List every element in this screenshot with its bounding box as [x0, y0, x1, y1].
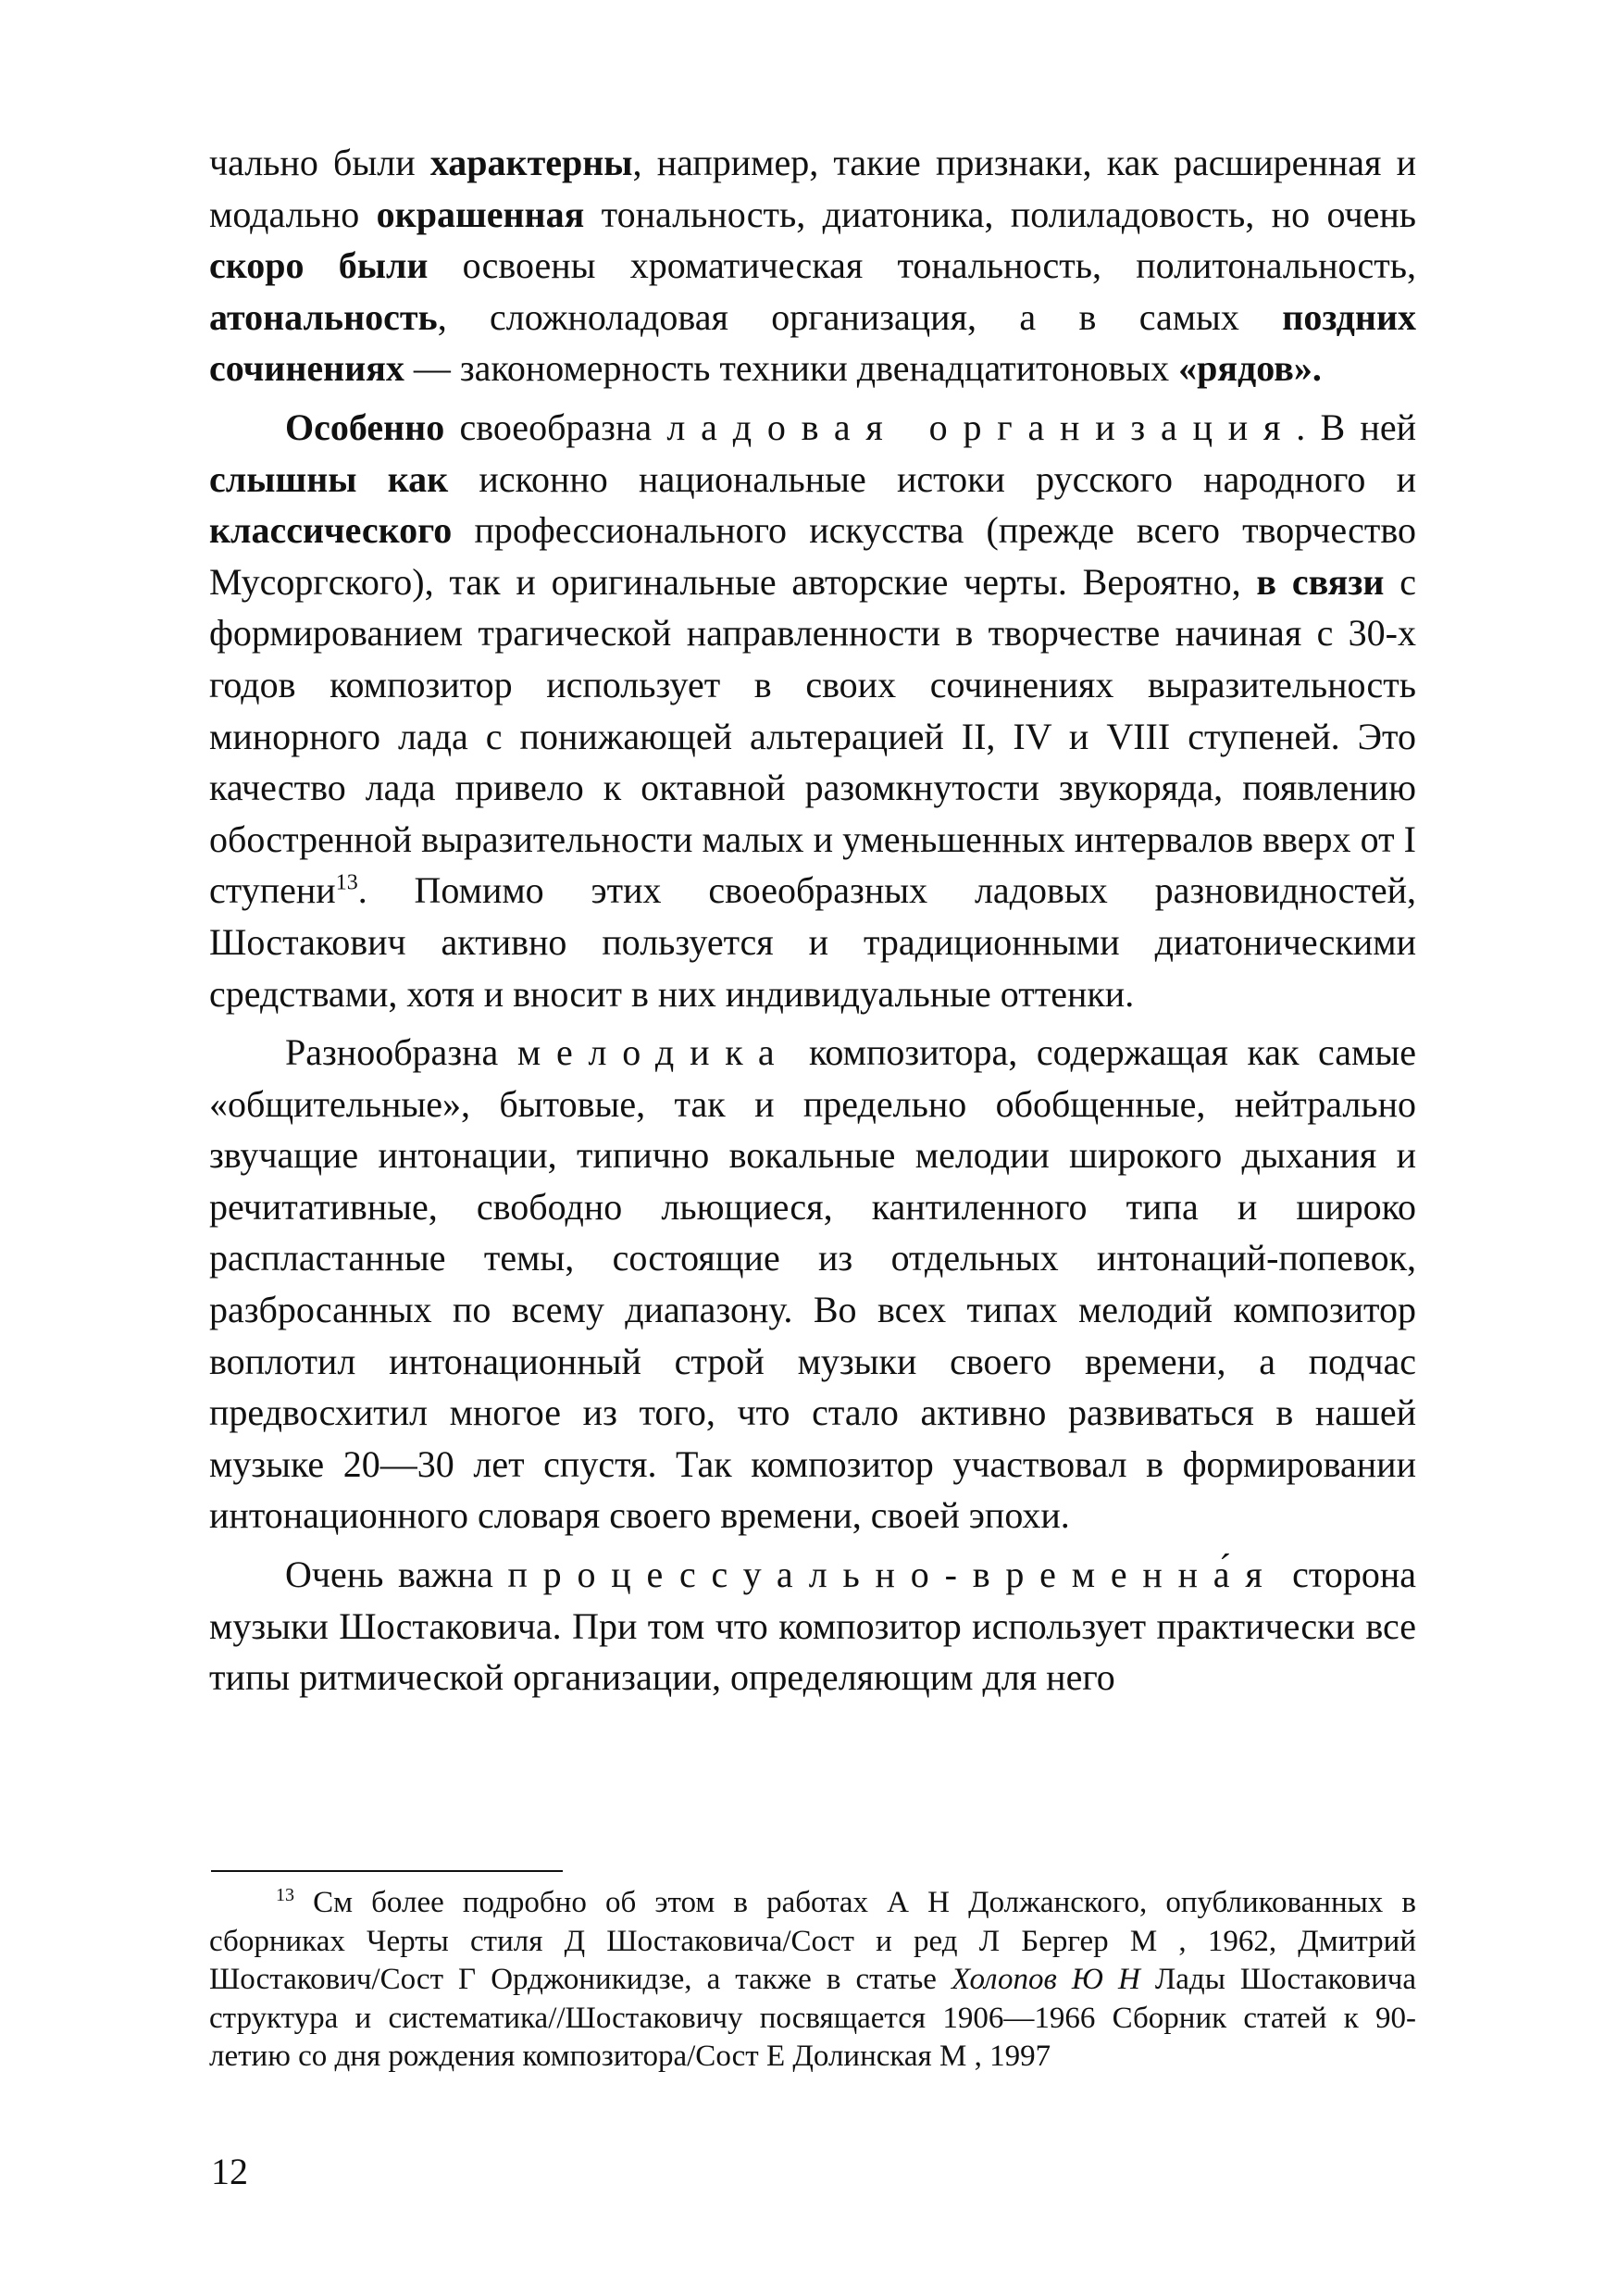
- text-segment: композитора, содержащая как самые «общительные», бытовые, так и предельно обобщенные, нейтрально звучащие интонации, типично вокальные мелодии широкого дыхания и речитативные, свободно льющиеся, кантиленного типа и широко распластанные темы, состоящие из отдельных интонаций-попевок, разбросанных по всему диапазону. Во всех типах мелодий композитор воплотил интонационный строй музыки своего времени, а подчас предвосхитил многое из того, что стало активно развиваться в нашей музыке 20—30 лет спустя. Так композитор участвовал в формировании интонационного словаря своего времени, своей эпохи.: [209, 1031, 1416, 1537]
- bold-term: скоро были: [209, 244, 429, 287]
- spaced-emphasis: процессуально-временна́я: [507, 1554, 1278, 1596]
- page-number: 12: [211, 2151, 248, 2192]
- bold-term: поздних сочинениях: [209, 295, 1416, 390]
- footnote-marker: 13: [276, 1885, 294, 1905]
- text-segment: , например, такие признаки, как расширенная и модально: [209, 142, 1416, 235]
- text-segment: профессионального искусства (прежде всего творчество Мусоргского), так и оригинальные авторские черты. Вероятно,: [209, 509, 1416, 603]
- text-segment: Очень важна: [285, 1554, 508, 1596]
- text-segment: с формированием трагической направленности в творчестве начиная с 30-х годов композитор использует в своих сочинениях выразительность минорного лада с понижающей альтерацией II, IV и VIII ступеней. Это качество лада привело к октавной разомкнутости звукоряда, появлению обостренной выразительности малых и уменьшенных интервалов вверх от I ступени: [209, 560, 1417, 912]
- paragraph-temporal: [209, 1549, 1416, 1703]
- bold-term: классического: [209, 509, 453, 552]
- footnote-text: Лады Шостаковича структура и систематика//Шостаковичу посвящается 1906—1966 Сборник статей к 90-летию со дня рождения композитора/Сост Е Долинская М , 1997: [209, 1963, 1417, 2073]
- footnote-block: [209, 1884, 1416, 2077]
- paragraph-melodics: [209, 1027, 1416, 1541]
- text-segment: — закономерность техники двенадцатитоновых: [404, 347, 1179, 390]
- footnote-reference: 13: [335, 870, 358, 895]
- bold-term: слышны как: [209, 457, 449, 500]
- text-segment: , сложноладовая организация, а в самых: [437, 295, 1283, 338]
- text-segment: исконно национальные истоки русского народного и: [448, 457, 1416, 500]
- footnote-divider: [211, 1870, 563, 1872]
- text-segment: чально были: [209, 142, 430, 183]
- main-text: [209, 137, 1416, 1711]
- text-segment: тональность, диатоника, полиладовость, но очень: [584, 193, 1416, 235]
- paragraph-modal-organization: [209, 402, 1416, 1019]
- bold-term: Особенно: [285, 406, 445, 448]
- text-segment: . Помимо этих своеобразных ладовых разновидностей, Шостакович активно пользуется и традиционными диатоническими средствами, хотя и вносит в них индивидуальные оттенки.: [209, 869, 1416, 1015]
- bold-term: «рядов».: [1178, 347, 1322, 390]
- footnote-13: [209, 1884, 1416, 2077]
- bold-term: в связи: [1256, 560, 1385, 603]
- text-segment: . В ней: [1296, 406, 1416, 448]
- text-segment: своеобразна: [444, 406, 667, 448]
- spaced-emphasis: ладовая организация: [666, 406, 1297, 448]
- text-segment: Разнообразна: [285, 1031, 517, 1074]
- text-segment: сторона музыки Шостаковича. При том что композитор использует практически все типы ритмической организации, определяющим для него: [209, 1554, 1416, 1699]
- text-segment: освоены хроматическая тональность, политональность,: [428, 244, 1416, 287]
- bold-term: окрашенная: [376, 193, 585, 235]
- footnote-text: См более подробно об этом в работах А Н Должанского, опубликованных в сборниках Черты стиля Д Шостаковича/Сост и ред Л Бергер М , 1962, Дмитрий Шостакович/Сост Г Орджоникидзе, а также в статье: [209, 1886, 1416, 1996]
- bold-term: характерны: [429, 142, 633, 183]
- bold-term: атональность: [209, 295, 438, 338]
- footnote-author-italic: Холопов Ю Н: [951, 1963, 1140, 1996]
- paragraph-continuation: [209, 137, 1416, 394]
- spaced-emphasis: мелодика: [516, 1031, 790, 1074]
